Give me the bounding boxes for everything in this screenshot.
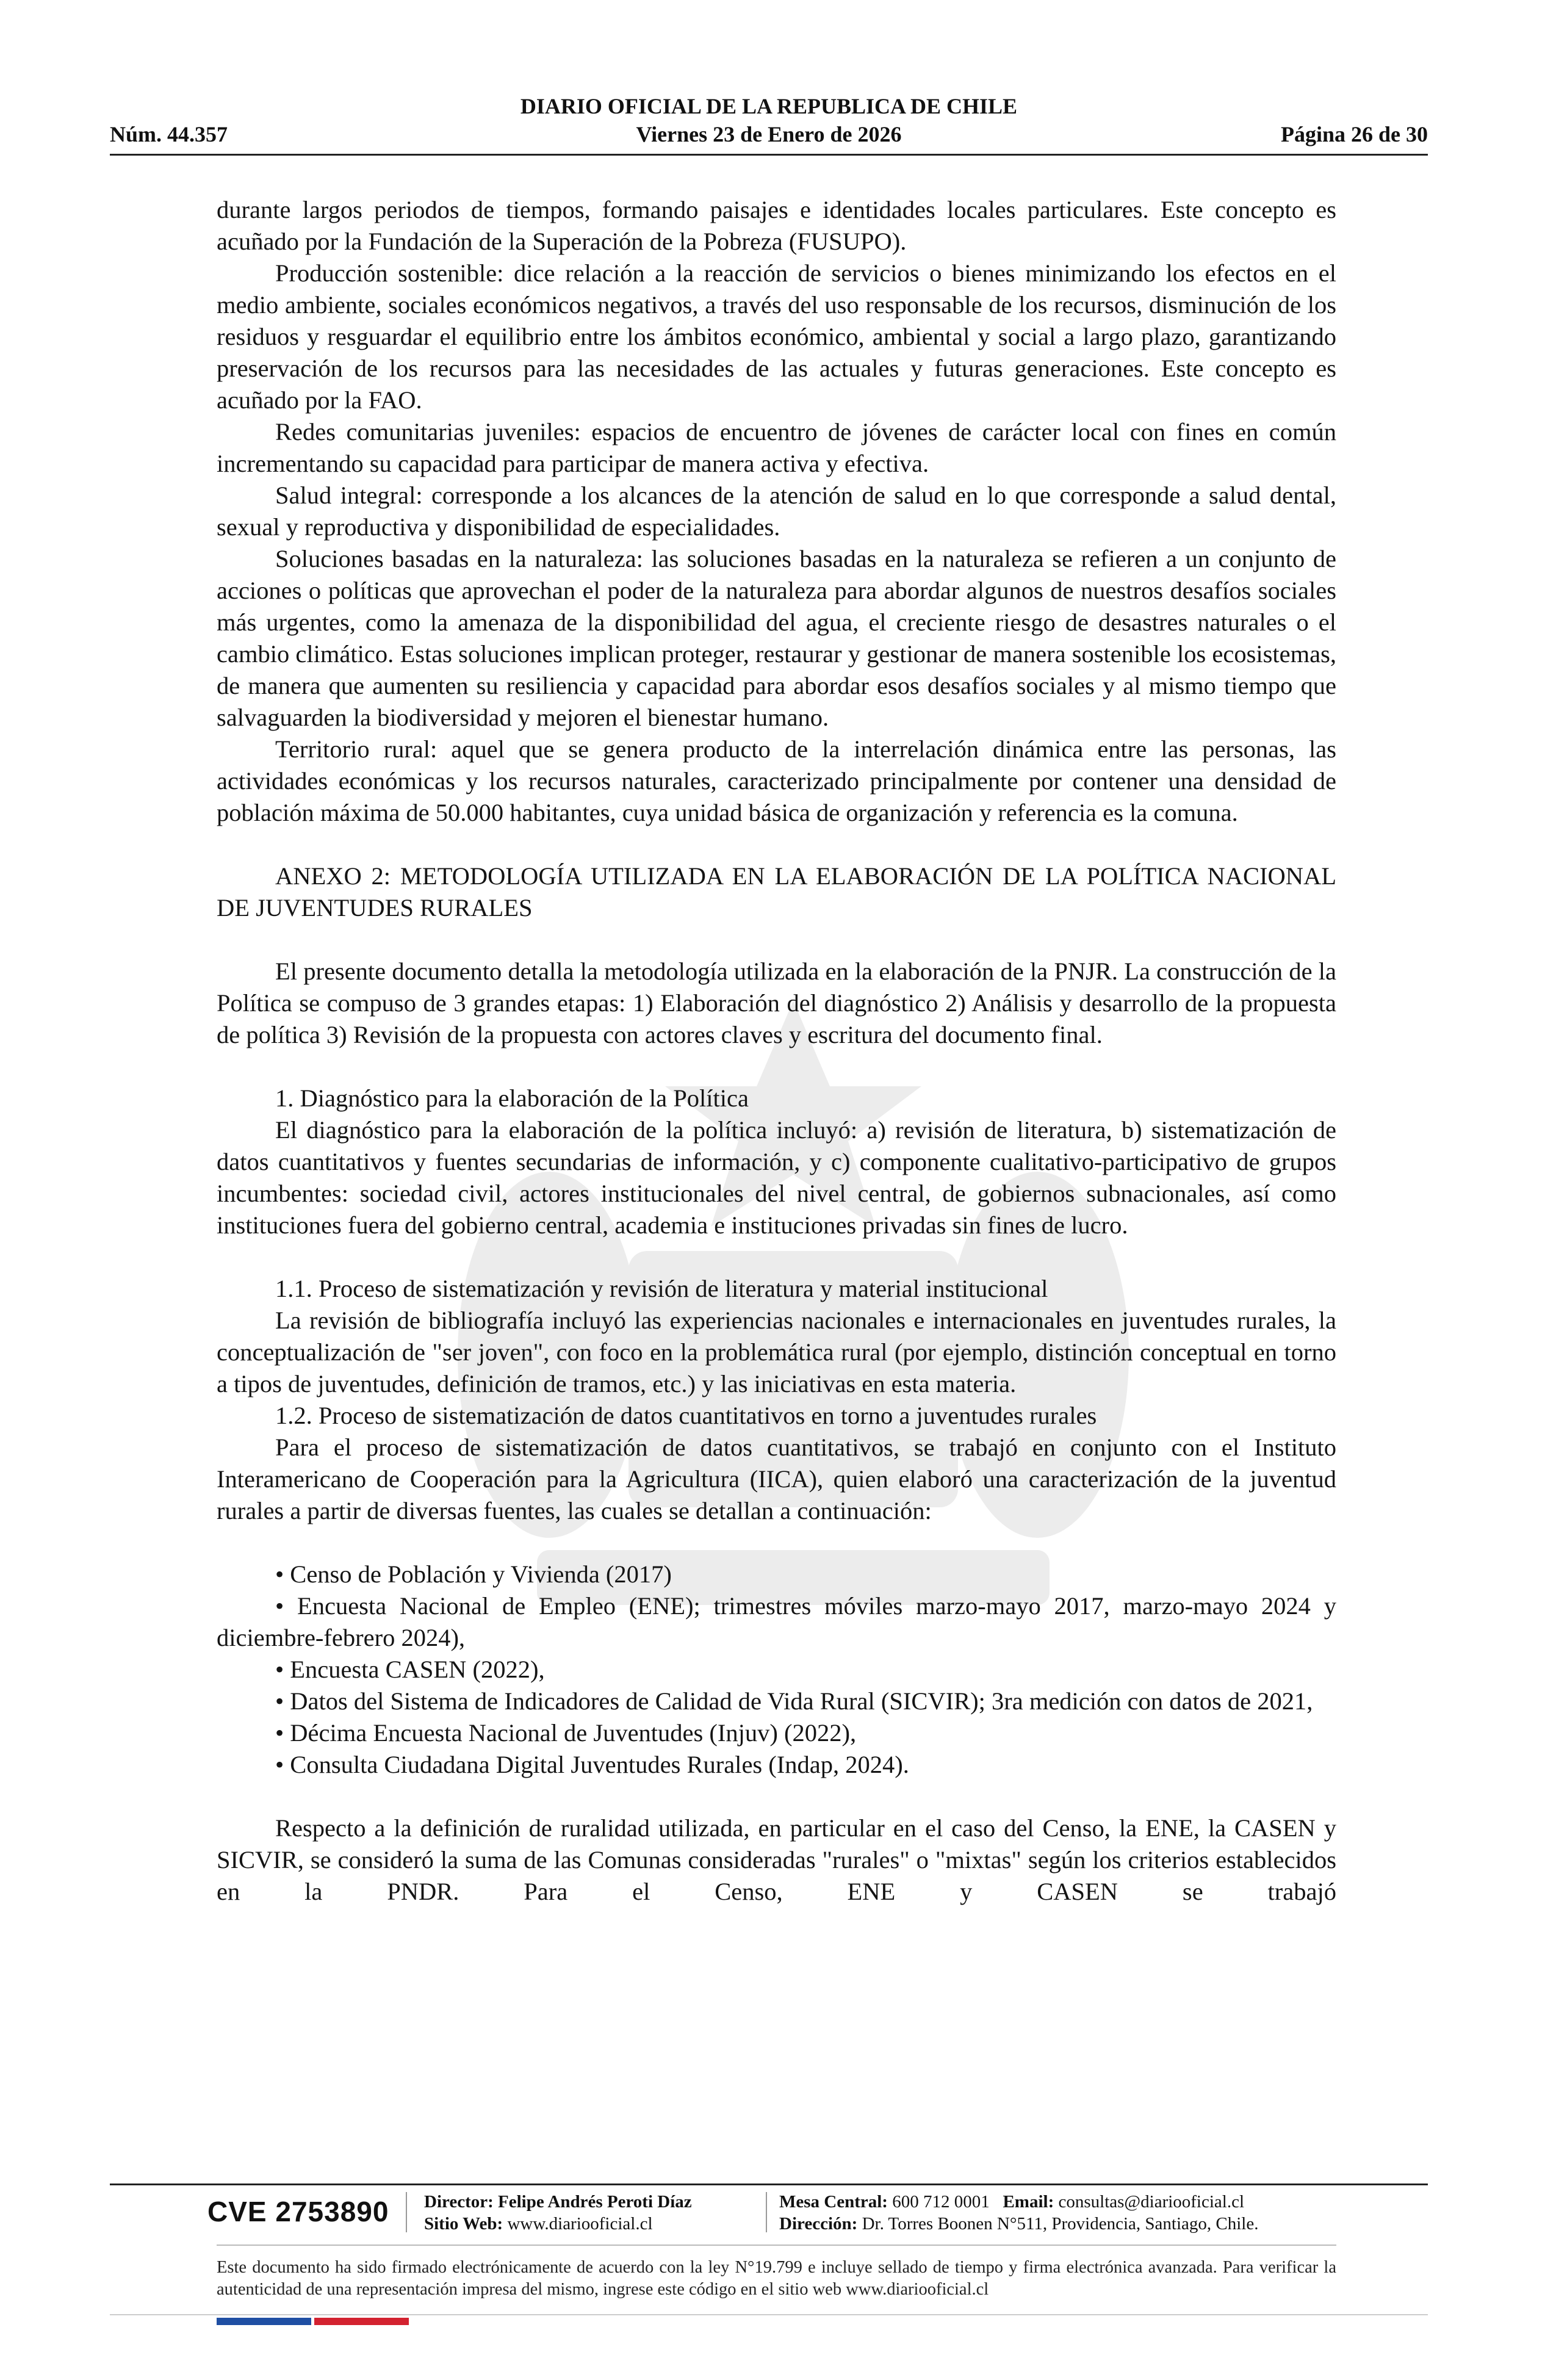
list-item: • Datos del Sistema de Indicadores de Calidad de Vida Rural (SICVIR); 3ra medición con datos de 2021, (275, 1687, 1313, 1715)
footer-inner-divider (217, 2245, 1336, 2246)
paragraph: El presente documento detalla la metodología utilizada en la elaboración de la PNJR. La construcción de la Política se compuso de 3 grandes etapas: 1) Elaboración del diagnóstico 2) Análisis y desarrollo de la propuesta de política 3) Revisión de la propuesta con actores claves y escritura del documento final. (217, 957, 1336, 1048)
issue-date: Viernes 23 de Enero de 2026 (636, 122, 902, 146)
definition-soluciones-naturaleza: Soluciones basadas en la naturaleza: las soluciones basadas en la naturaleza se refieren a un conjunto de acciones o políticas que aprovechan el poder de la naturaleza para abordar algunos de nuestros desafíos sociales más urgentes, como la amenaza de la disponibilidad del agua, el creciente riesgo de desastres naturales o el cambio climático. Estas soluciones implican proteger, restaurar y gestionar de manera sostenible los ecosistemas, de manera que aumenten su resiliencia y capacidad para abordar esos desafíos sociales y al mismo tiempo que salvaguarden la biodiversidad y mejoren el bienestar humano. (217, 545, 1336, 731)
paragraph: La revisión de bibliografía incluyó las experiencias nacionales e internacionales en juventudes rurales, la conceptualización de "ser joven", con foco en la problemática rural (por ejemplo, distinción conceptual en torno a tipos de juventudes, definición de tramos, etc.) y las iniciativas en esta materia. (217, 1307, 1336, 1397)
address: Dr. Torres Boonen N°511, Providencia, Santiago, Chile. (862, 2214, 1259, 2234)
definition-salud-integral: Salud integral: corresponde a los alcances de la atención de salud en lo que corresponde a salud dental, sexual y reproductiva y disponibilidad de especialidades. (217, 481, 1336, 541)
paragraph: Para el proceso de sistematización de datos cuantitativos, se trabajó en conjunto con el Instituto Interamericano de Cooperación para la Agricultura (IICA), quien elaboró una caracterización de la juventud rurales a partir de diversas fuentes, las cuales se detallan a continuación: (217, 1433, 1336, 1524)
issue-number: Núm. 44.357 (110, 122, 228, 146)
header-divider (110, 154, 1428, 156)
flag-red-segment (314, 2318, 409, 2325)
director-name: Felipe Andrés Peroti Díaz (498, 2192, 692, 2212)
annex-title: ANEXO 2: METODOLOGÍA UTILIZADA EN LA ELABORACIÓN DE LA POLÍTICA NACIONAL DE JUVENTUDES RURALES (217, 862, 1336, 921)
section-heading-1: 1. Diagnóstico para la elaboración de la Política (275, 1084, 749, 1112)
email-link[interactable]: consultas@diariooficial.cl (1058, 2192, 1245, 2212)
header-meta-row (110, 121, 1428, 148)
document-body (217, 194, 1336, 1908)
definition-redes-comunitarias: Redes comunitarias juveniles: espacios de encuentro de jóvenes de carácter local con fines en común incrementando su capacidad para participar de manera activa y efectiva. (217, 418, 1336, 477)
newspaper-title: DIARIO OFICIAL DE LA REPUBLICA DE CHILE (520, 94, 1018, 118)
section-heading-1-1: 1.1. Proceso de sistematización y revisión de literatura y material institucional (275, 1275, 1048, 1302)
cve-code: CVE 2753890 (207, 2196, 389, 2227)
list-item: • Décima Encuesta Nacional de Juventudes (Injuv) (2022), (275, 1719, 857, 1747)
page-indicator: Página 26 de 30 (1280, 122, 1428, 146)
section-heading-1-2: 1.2. Proceso de sistematización de datos cuantitativos en torno a juventudes rurales (275, 1402, 1097, 1429)
list-item: • Consulta Ciudadana Digital Juventudes Rurales (Indap, 2024). (275, 1751, 909, 1778)
page-header (110, 93, 1428, 151)
paragraph: Respecto a la definición de ruralidad utilizada, en particular en el caso del Censo, la ENE, la CASEN y SICVIR, se consideró la suma de las Comunas consideradas "rurales" o "mixtas" según los criterios establecidos en la PNDR. Para el Censo, ENE y CASEN se trabajó (217, 1814, 1336, 1905)
footer-director-block: Director: Felipe Andrés Peroti Díaz Sitio Web: www.diariooficial.cl (424, 2192, 692, 2234)
page-footer (110, 2190, 1428, 2238)
footer-divider (110, 2183, 1428, 2185)
footer-contact-block: Mesa Central: 600 712 0001 Email: consultas@diariooficial.cl Dirección: Dr. Torres Boonen N°511, Providencia, Santiago, Chile. (779, 2192, 1259, 2234)
paragraph: durante largos periodos de tiempos, formando paisajes e identidades locales particulares. Este concepto es acuñado por la Fundación de la Superación de la Pobreza (FUSUPO). (217, 196, 1336, 255)
list-item: • Censo de Población y Vivienda (2017) (275, 1560, 672, 1588)
list-item: • Encuesta CASEN (2022), (275, 1656, 545, 1683)
chile-flag-stripe-icon (217, 2318, 409, 2325)
phone-number: 600 712 0001 (892, 2192, 990, 2212)
data-sources-list (217, 1559, 1336, 1781)
list-item: • Encuesta Nacional de Empleo (ENE); trimestres móviles marzo-mayo 2017, marzo-mayo 2024 y diciembre-febrero 2024), (217, 1592, 1336, 1651)
definition-produccion-sostenible: Producción sostenible: dice relación a la reacción de servicios o bienes minimizando los efectos en el medio ambiente, sociales económicos negativos, a través del uso responsable de los recursos, disminución de los residuos y resguardar el equilibrio entre los ámbitos económico, ambiental y social a largo plazo, garantizando preservación de los recursos para las necesidades de las actuales y futuras generaciones. Este concepto es acuñado por la FAO. (217, 259, 1336, 414)
signature-disclaimer: Este documento ha sido firmado electrónicamente de acuerdo con la ley N°19.799 e incluye sellado de tiempo y firma electrónica avanzada. Para verificar la autenticidad de una representación impresa del mismo, ingrese este código en el sitio web www.diariooficial.cl (217, 2258, 1336, 2299)
definition-territorio-rural: Territorio rural: aquel que se genera producto de la interrelación dinámica entre las personas, las actividades económicas y los recursos naturales, caracterizado principalmente por contener una densidad de población máxima de 50.000 habitantes, cuya unidad básica de organización y referencia es la comuna. (217, 735, 1336, 826)
flag-blue-segment (217, 2318, 311, 2325)
paragraph: El diagnóstico para la elaboración de la política incluyó: a) revisión de literatura, b) sistematización de datos cuantitativos y fuentes secundarias de información, y c) componente cualitativo-participativo de grupos incumbentes: sociedad civil, actores institucionales del nivel central, de gobiernos subnacionales, así como instituciones fuera del gobierno central, academia e instituciones privadas sin fines de lucro. (217, 1116, 1336, 1239)
website-link[interactable]: www.diariooficial.cl (507, 2214, 653, 2234)
